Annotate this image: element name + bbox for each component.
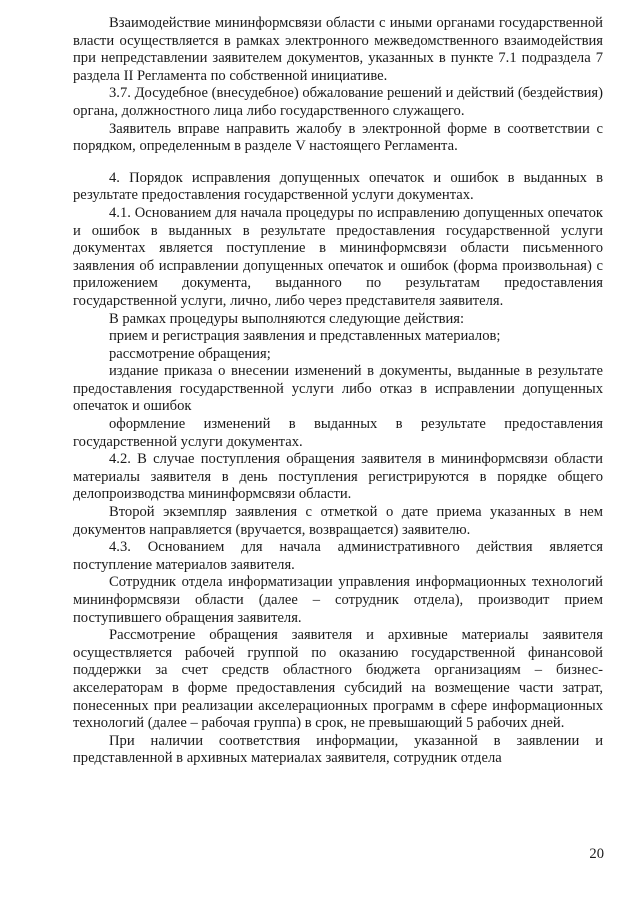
paragraph: В рамках процедуры выполняются следующие действия:	[109, 310, 465, 327]
paragraph: 4.1. Основанием для начала процедуры по исправлению допущенных опечаток и ошибок в выданных в результате предоставления государственной услуги документах является поступление в мининформсвязи области письменного заявления об исправлении допущенных опечаток и ошибок (форма произвольная) с приложением документа, выданного по результатам предоставления государственной услуги, лично, либо через представителя заявителя.	[73, 204, 603, 309]
paragraph: При наличии соответствия информации, указанной в заявлении и представленной в архивных материалах заявителя, сотрудник отдела	[73, 732, 603, 767]
paragraph: 4.3. Основанием для начала административного действия является поступление материалов заявителя.	[73, 539, 603, 573]
paragraph: Сотрудник отдела информатизации управления информационных технологий мининформсвязи области (далее – сотрудник отдела), производит прием поступившего обращения заявителя.	[73, 574, 603, 626]
section-heading: 4. Порядок исправления допущенных опечаток и ошибок в выданных в результате предоставления государственной услуги документах.	[73, 169, 603, 204]
paragraph: Взаимодействие мининформсвязи области с иными органами государственной власти осуществляется в рамках электронного межведомственного взаимодействия при непредставлении заявителем документов, указанных в пункте 7.1 подраздела 7 раздела II Регламента по собственной инициативе.	[73, 15, 603, 84]
list-item: прием и регистрация заявления и представленных материалов;	[109, 328, 501, 345]
paragraph: 3.7. Досудебное (внесудебное) обжалование решений и действий (бездействия) органа, должностного лица либо государственного служащего.	[73, 85, 603, 119]
paragraph: Заявитель вправе направить жалобу в электронной форме в соответствии с порядком, определенным в разделе V настоящего Регламента.	[73, 120, 603, 155]
paragraph: 4.2. В случае поступления обращения заявителя в мининформсвязи области материалы заявителя в день поступления регистрируются в порядке общего делопроизводства мининформсвязи области.	[73, 451, 603, 503]
page-number: 20	[589, 846, 604, 862]
list-item: издание приказа о внесении изменений в документы, выданные в результате предоставления государственной услуги либо отказ в исправлении допущенных опечаток и ошибок	[73, 363, 603, 415]
document-body	[73, 15, 603, 768]
paragraph: Второй экземпляр заявления с отметкой о дате приема указанных в нем документов направляется (вручается, возвращается) заявителю.	[73, 504, 603, 538]
paragraph: Рассмотрение обращения заявителя и архивные материалы заявителя осуществляется рабочей группой по оказанию государственной финансовой поддержки за счет средств областного бюджета организациям – бизнес-акселераторам в форме предоставления субсидий на возмещение части затрат, понесенных при реализации акселерационных программ в сфере информационных технологий (далее – рабочая группа) в срок, не превышающий 5 рабочих дней.	[73, 627, 603, 732]
list-item: оформление изменений в выданных в результате предоставления государственной услуги документах.	[73, 416, 603, 450]
list-item: рассмотрение обращения;	[109, 345, 271, 362]
